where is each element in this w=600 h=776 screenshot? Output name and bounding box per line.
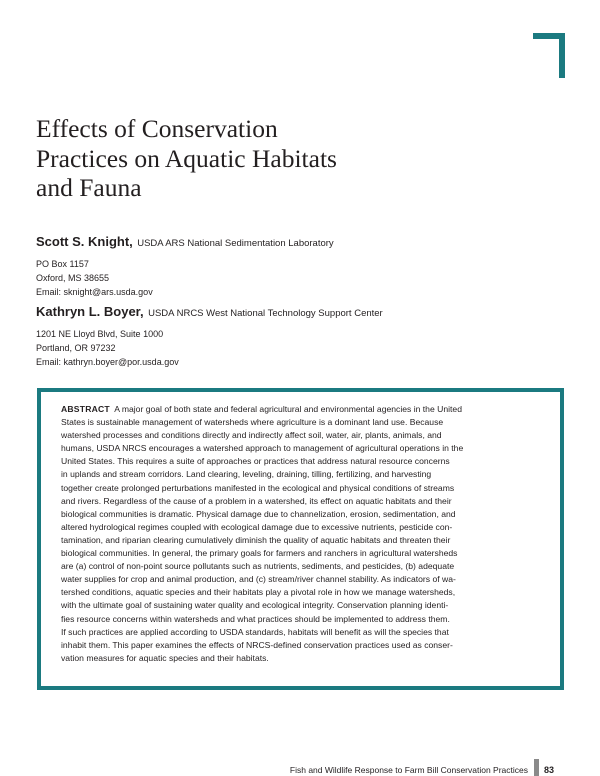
abstract-line [61,403,543,416]
title-line: Effects of Conservation [36,114,278,143]
abstract-line: tamination, and riparian clearing cumulatively diminish the quality of aquatic habitats and threaten their [61,534,451,545]
abstract-line: together create prolonged perturbations manifested in the ecological and physical conditions of streams [61,482,455,493]
author-name: Scott S. Knight, [36,234,133,249]
abstract-line: watershed processes and conditions directly and indirectly affect soil, water, air, plants, animals, and [61,430,442,441]
title-line: Practices on Aquatic Habitats [36,143,337,173]
footer-divider-bar [534,759,539,776]
abstract-line-text: A major goal of both state and federal agricultural and environmental agencies in the United [114,404,462,414]
author-address-line: Oxford, MS 38655 [36,273,110,283]
author-email: Email: kathryn.boyer@por.usda.gov [36,357,179,367]
abstract-line: in uplands and stream corridors. Land clearing, leveling, draining, tilling, fertilizing, and harvesting [61,469,432,480]
abstract-line: water supplies for crop and animal production, and (c) stream/river channel stability. As indicators of wa- [61,574,456,585]
abstract-line: and rivers. Regardless of the cause of a problem in a watershed, its effect on aquatic habitats and their [61,495,452,506]
abstract-line: biological communities is dramatic. Physical damage due to channelization, erosion, sedimentation, and [61,508,456,519]
abstract-line: United States. This requires a suite of approaches or practices that address natural resource concerns [61,456,450,467]
author-email: Email: sknight@ars.usda.gov [36,287,153,297]
author-heading [36,233,576,253]
abstract-box [37,388,564,690]
abstract-line: are (a) control of non-point source pollutants such as nutrients, sediments, and pesticides, (b) adequate [61,561,455,572]
abstract-line: vation measures for aquatic species and their habitats. [61,652,269,663]
author-block-knight [36,233,576,299]
page-number: 83 [544,765,555,775]
abstract-text [61,403,543,665]
footer-publication-title: Fish and Wildlife Response to Farm Bill Conservation Practices [289,765,528,775]
title-line: and Fauna [36,173,142,202]
author-address-line: 1201 NE Lloyd Blvd, Suite 1000 [36,329,164,339]
author-affiliation: USDA ARS National Sedimentation Laboratory [137,238,334,249]
author-heading [36,303,576,323]
corner-mark-vertical [559,33,565,78]
abstract-line: tershed conditions, aquatic species and their habitats play a pivotal role in how we manage watersheds, [61,587,456,598]
author-block-boyer [36,303,576,369]
abstract-line: altered hydrological regimes coupled with ecological damage due to excessive nutrients, pesticide con- [61,521,453,532]
abstract-line: fies resource concerns within watersheds and what practices should be implemented to address them. [61,613,450,624]
author-affiliation: USDA NRCS West National Technology Support Center [148,308,383,319]
abstract-line: with the ultimate goal of sustaining water quality and ecological integrity. Conservation planning identi- [61,600,449,611]
page-title [36,114,456,203]
abstract-line: humans, USDA NRCS encourages a watershed approach to management of agricultural operations in the [61,443,464,454]
abstract-line: States is sustainable management of watersheds where agriculture is a dominant land use. Because [61,417,444,428]
author-address-line: PO Box 1157 [36,259,89,269]
author-address-line: Portland, OR 97232 [36,343,116,353]
abstract-line: inhabit them. This paper examines the effects of NRCS-defined conservation practices used as conser- [61,639,453,650]
abstract-line: biological communities. In general, the primary goals for farmers and ranchers in agricultural watersheds [61,548,458,559]
abstract-label: ABSTRACT [61,404,110,414]
author-name: Kathryn L. Boyer, [36,304,144,319]
abstract-line: If such practices are applied according to USDA standards, habitats will benefit as will the species that [61,626,449,637]
